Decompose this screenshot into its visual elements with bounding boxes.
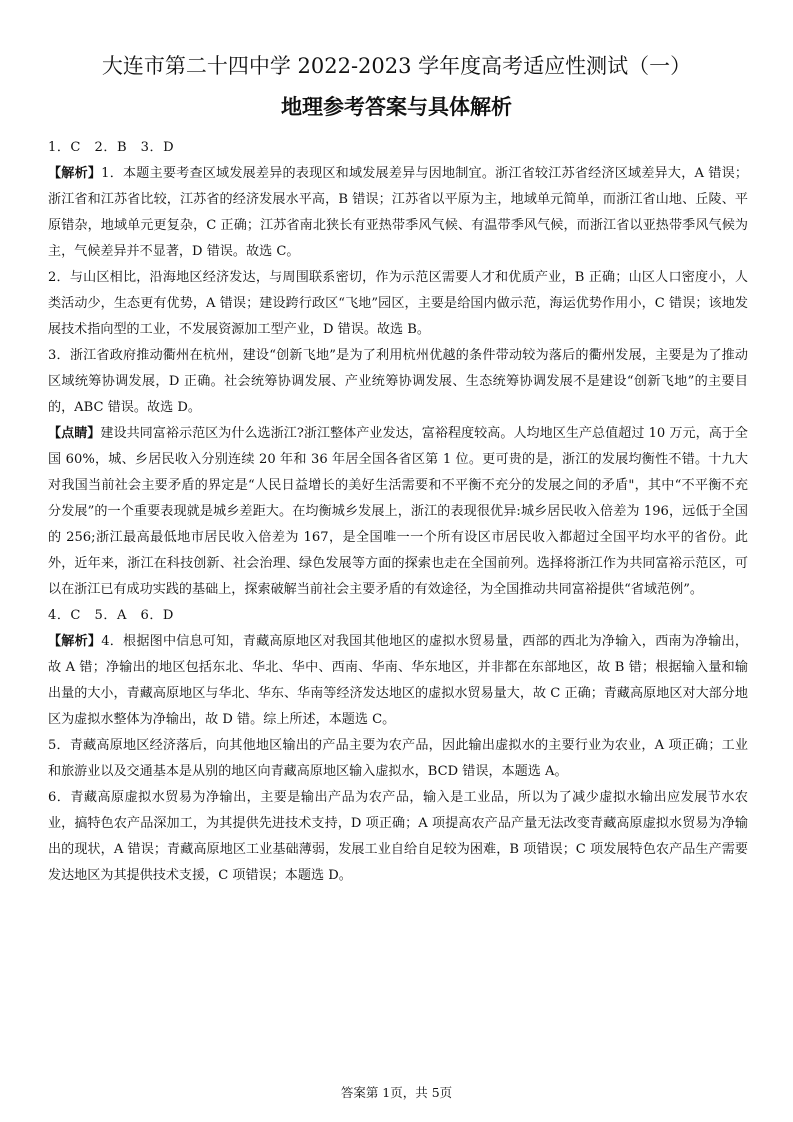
- page-footer: 答案第 1页，共 5页: [340, 1085, 453, 1100]
- note-paragraph: [48, 421, 748, 603]
- analysis-tag: 【解析】: [48, 634, 102, 649]
- analysis-4-text: 4．根据图中信息可知，青藏高原地区对我国其他地区的虚拟水贸易量，西部的西北为净输入，西南为净输出，故 A 错；净输出的地区包括东北、华北、华中、西南、华南、华东地区，并非都在东部地区，故 B 错；根据输入量和输出量的大小，青藏高原地区与华北、华东、华南等经济发达地区的虚拟水贸易量大，故 C 正确；青藏高原地区对大部分地区为虚拟水整体为净输出，故 D 错。综上所述，本题选 C。: [48, 634, 748, 727]
- analysis-3: 3．浙江省政府推动衢州在杭州，建设“创新飞地”是为了利用杭州优越的条件带动较为落后的衢州发展，主要是为了推动区域统筹协调发展，D 正确。社会统筹协调发展、产业统筹协调发展、生态统筹协调发展不是建设“创新飞地”的主要目的，ABC 错误。故选 D。: [48, 348, 748, 415]
- analysis-tag: 【解析】: [48, 166, 102, 181]
- answers-4-6: 4．C 5．A 6．D: [48, 608, 174, 623]
- note-tag: 【点睛】: [48, 426, 101, 441]
- analysis-4: [48, 629, 748, 733]
- answer-key-subtitle: 地理参考答案与具体解析: [281, 95, 512, 119]
- answers-1-3: 1．C 2．B 3．D: [48, 140, 175, 155]
- analysis-2: 2．与山区相比，沿海地区经济发达，与周围联系密切，作为示范区需要人才和优质产业，B 正确；山区人口密度小，人类活动少，生态更有优势，A 错误；建设跨行政区“飞地”园区，主要是给国内做示范，海运优势作用小，C 错误；该地发展技术指向型的工业，不发展资源加工型产业，D 错误。故选 B。: [48, 270, 748, 337]
- analysis-5: 5．青藏高原地区经济落后，向其他地区输出的产品主要为农产品，因此输出虚拟水的主要行业为农业，A 项正确；工业和旅游业以及交通基本是从别的地区向青藏高原地区输入虚拟水，BCD 错误，本题选 A。: [48, 738, 748, 779]
- analysis-1: [48, 161, 748, 265]
- answer-body: [48, 135, 748, 889]
- analysis-6: 6．青藏高原虚拟水贸易为净输出，主要是输出产品为农产品，输入是工业品，所以为了减少虚拟水输出应发展节水农业，搞特色农产品深加工，为其提供先进技术支持，D 项正确；A 项提高农产品产量无法改变青藏高原虚拟水贸易为净输出的现状，A 错误；青藏高原地区工业基础薄弱，发展工业自给自足较为困难，B 项错误；C 项发展特色农产品生产需要发达地区为其提供技术支援，C 项错误；本题选 D。: [48, 790, 748, 883]
- analysis-1-text: 1．本题主要考查区域发展差异的表现区和域发展差异与因地制宜。浙江省较江苏省经济区域差异大，A 错误；浙江省和江苏省比较，江苏省的经济发展水平高，B 错误；江苏省以平原为主，地域单元简单，而浙江省山地、丘陵、平原错杂，地域单元更复杂，C 正确；江苏省南北狭长有亚热带季风气候、有温带季风气候，而浙江省以亚热带季风气候为主，气候差异并不显著，D 错误。故选 C。: [48, 166, 749, 259]
- note-text: 建设共同富裕示范区为什么选浙江?浙江整体产业发达，富裕程度较高。人均地区生产总值超过 10 万元，高于全国 60%，城、乡居民收入分别连续 20 年和 36 年居全国各省区第 1 位。更可贵的是，浙江的发展均衡性不错。十九大对我国当前社会主要矛盾的界定是“人民日益增长的美好生活需要和不平衡不充分的发展之间的矛盾"，其中“不平衡不充分发展”的一个重要表现就是城乡差距大。在均衡城乡发展上，浙江的表现很优异:城乡居民收入倍差为 196，远低于全国的 256;浙江最高最低地市居民收入倍差为 167，是全国唯一一个所有设区市居民收入都超过全国平均水平的省份。此外，近年来，浙江在科技创新、社会治理、绿色发展等方面的探索也走在全国前列。选择将浙江作为共同富裕示范区，可以在浙江已有成功实践的基础上，探索破解当前社会主要矛盾的有效途径，为全国推动共同富裕提供“省域范例”。: [48, 426, 748, 597]
- exam-title: 大连市第二十四中学 2022-2023 学年度高考适应性测试（一）: [101, 54, 692, 78]
